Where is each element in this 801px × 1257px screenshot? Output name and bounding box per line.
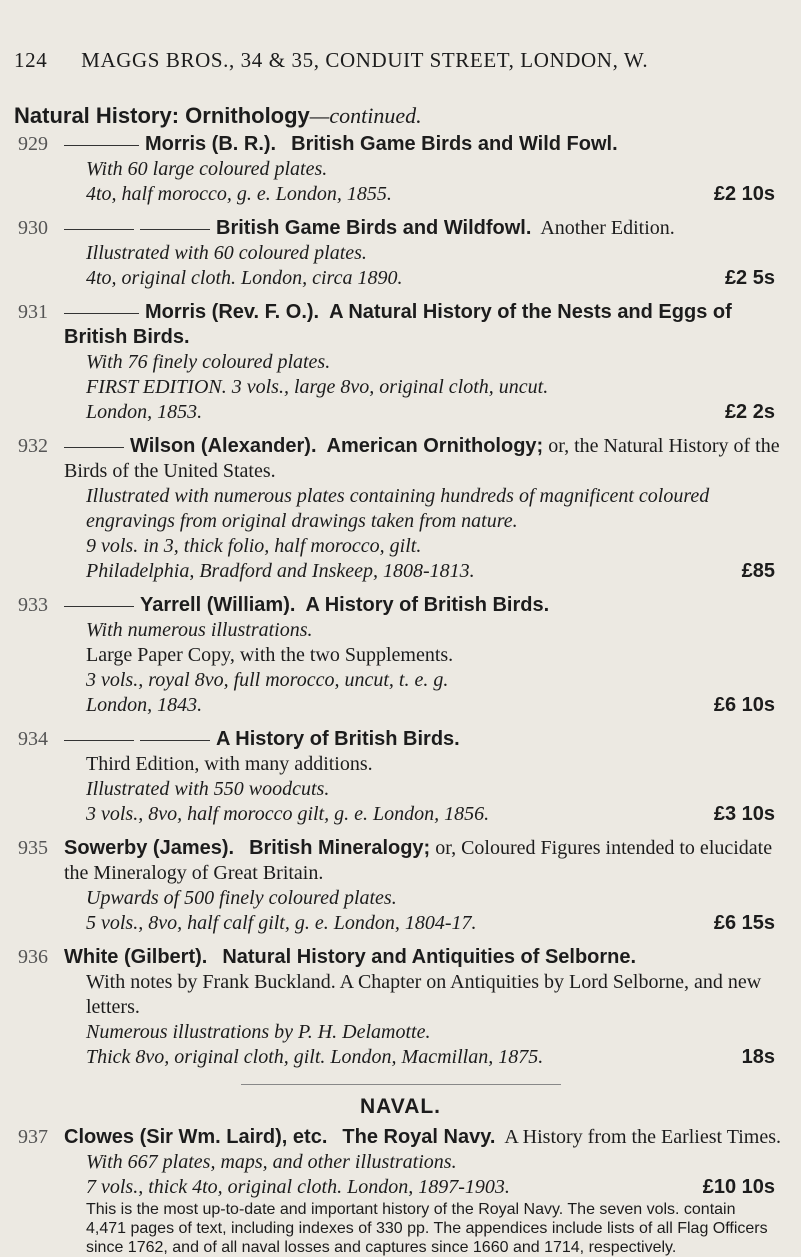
entry-subtitle: or, Coloured Figures intended to elucidate the Mineralogy of Great Britain. [64,837,773,884]
entry-description: With 667 plates, maps, and other illustrations. [86,1151,457,1173]
entry-list [0,132,801,1257]
entry-edition: Third Edition, with many additions. [86,753,373,775]
entry-price: £2 2s [724,401,775,423]
entry-number: 935 [18,837,48,859]
entry-illustrations: Numerous illustrations by P. H. Delamotte. [86,1021,431,1043]
entry-author: White (Gilbert). [64,946,208,968]
entry-imprint: 5 vols., 8vo, half calf gilt, g. e. London, 1804-17. [86,912,477,934]
page-number: 124 [14,48,48,72]
entry-number: 934 [18,728,48,750]
entry-number: 931 [18,301,48,323]
entry-number: 930 [18,217,48,239]
entry-author: Wilson (Alexander). [130,435,317,457]
entry-author: Sowerby (James). [64,837,235,859]
entry-number: 933 [18,594,48,616]
catalogue-entry-930 [0,216,801,291]
entry-title: Natural History and Antiquities of Selborne. [222,946,637,968]
entry-description: With 60 large coloured plates. [86,158,328,180]
entry-author: Yarrell (William). [140,594,296,616]
entry-edition: FIRST EDITION. 3 vols., large 8vo, original cloth, uncut. [86,376,549,398]
ditto-rule [64,229,134,230]
entry-note: Another Edition. [540,217,675,239]
entry-title: A History of British Birds. [216,728,460,750]
entry-price: £6 10s [713,694,775,716]
entry-price: £6 15s [713,912,775,934]
entry-imprint: Thick 8vo, original cloth, gilt. London, Macmillan, 1875. [86,1046,544,1068]
entry-subtitle: A History from the Earliest Times. [504,1126,781,1148]
entry-note: This is the most up-to-date and important history of the Royal Navy. The seven vols. contain 4,471 pages of text, including indexes of 330 pp. The appendices include lists of all Flag Officers since 1762, and of all naval losses and captures since 1660 and 1714, respectively. [86,1201,768,1256]
entry-title: British Game Birds and Wildfowl. [216,217,532,239]
entry-title: A History of British Birds. [305,594,550,616]
catalogue-entry-931 [0,300,801,425]
header-title: MAGGS BROS., 34 & 35, CONDUIT STREET, LONDON, W. [81,48,649,72]
entry-format: 3 vols., royal 8vo, full morocco, uncut, t. e. g. [86,669,449,691]
entry-description: Upwards of 500 finely coloured plates. [86,887,397,909]
entry-subtitle: or, the Natural History of the Birds of the United States. [64,435,780,482]
section-suffix: —continued. [309,103,422,128]
entry-author: Clowes (Sir Wm. Laird), etc. [64,1126,328,1148]
entry-title: A Natural History of the Nests and Eggs of British Birds. [64,301,732,348]
ditto-rule [64,606,134,607]
section-title: Natural History: Ornithology [14,103,310,128]
entry-copy-note: Large Paper Copy, with the two Supplements. [86,644,454,666]
ditto-rule [64,447,124,448]
page-header [14,48,791,73]
entry-title: British Game Birds and Wild Fowl. [291,133,618,155]
section-divider [241,1084,561,1085]
entry-price: £3 10s [713,803,775,825]
ditto-rule [64,740,134,741]
catalogue-entry-934 [0,727,801,827]
entry-price: £10 10s [702,1176,775,1198]
naval-section-heading: NAVAL. [359,1095,442,1118]
entry-number: 937 [18,1126,48,1148]
entry-imprint: 4to, half morocco, g. e. London, 1855. [86,183,392,205]
ditto-rule [140,229,210,230]
entry-author: Morris (B. R.). [145,133,277,155]
entry-price: 18s [741,1046,775,1068]
entry-price: £2 10s [713,183,775,205]
entry-imprint: 7 vols., thick 4to, original cloth. London, 1897-1903. [86,1176,510,1198]
entry-imprint: Philadelphia, Bradford and Inskeep, 1808-1813. [86,560,475,582]
entry-price: £85 [741,560,775,582]
entry-title: The Royal Navy. [342,1126,496,1148]
entry-title: British Mineralogy; [249,837,431,859]
entry-description: Illustrated with numerous plates containing hundreds of magnificent coloured engravings from original drawings taken from nature. [86,485,710,532]
catalogue-entry-937 [0,1125,801,1257]
ditto-rule [64,145,139,146]
entry-number: 932 [18,435,48,457]
entry-imprint: 3 vols., 8vo, half morocco gilt, g. e. London, 1856. [86,803,490,825]
entry-price: £2 5s [724,267,775,289]
entry-imprint: London, 1843. [86,694,203,716]
catalogue-entry-929 [0,132,801,207]
ditto-rule [64,313,139,314]
entry-number: 936 [18,946,48,968]
entry-description: Illustrated with 60 coloured plates. [86,242,367,264]
entry-title: American Ornithology; [326,435,544,457]
catalogue-entry-936 [0,945,801,1070]
catalogue-entry-935 [0,836,801,936]
entry-imprint: London, 1853. [86,401,203,423]
entry-description: With numerous illustrations. [86,619,313,641]
entry-imprint: 4to, original cloth. London, circa 1890. [86,267,403,289]
entry-author: Morris (Rev. F. O.). [145,301,320,323]
entry-description: Illustrated with 550 woodcuts. [86,778,330,800]
ditto-rule [140,740,210,741]
catalogue-entry-932 [0,434,801,584]
entry-description: With notes by Frank Buckland. A Chapter on Antiquities by Lord Selborne, and new letters. [86,971,762,1018]
entry-description: With 76 finely coloured plates. [86,351,331,373]
section-heading [14,103,422,129]
entry-number: 929 [18,133,48,155]
entry-format: 9 vols. in 3, thick folio, half morocco, gilt. [86,535,422,557]
catalogue-entry-933 [0,593,801,718]
